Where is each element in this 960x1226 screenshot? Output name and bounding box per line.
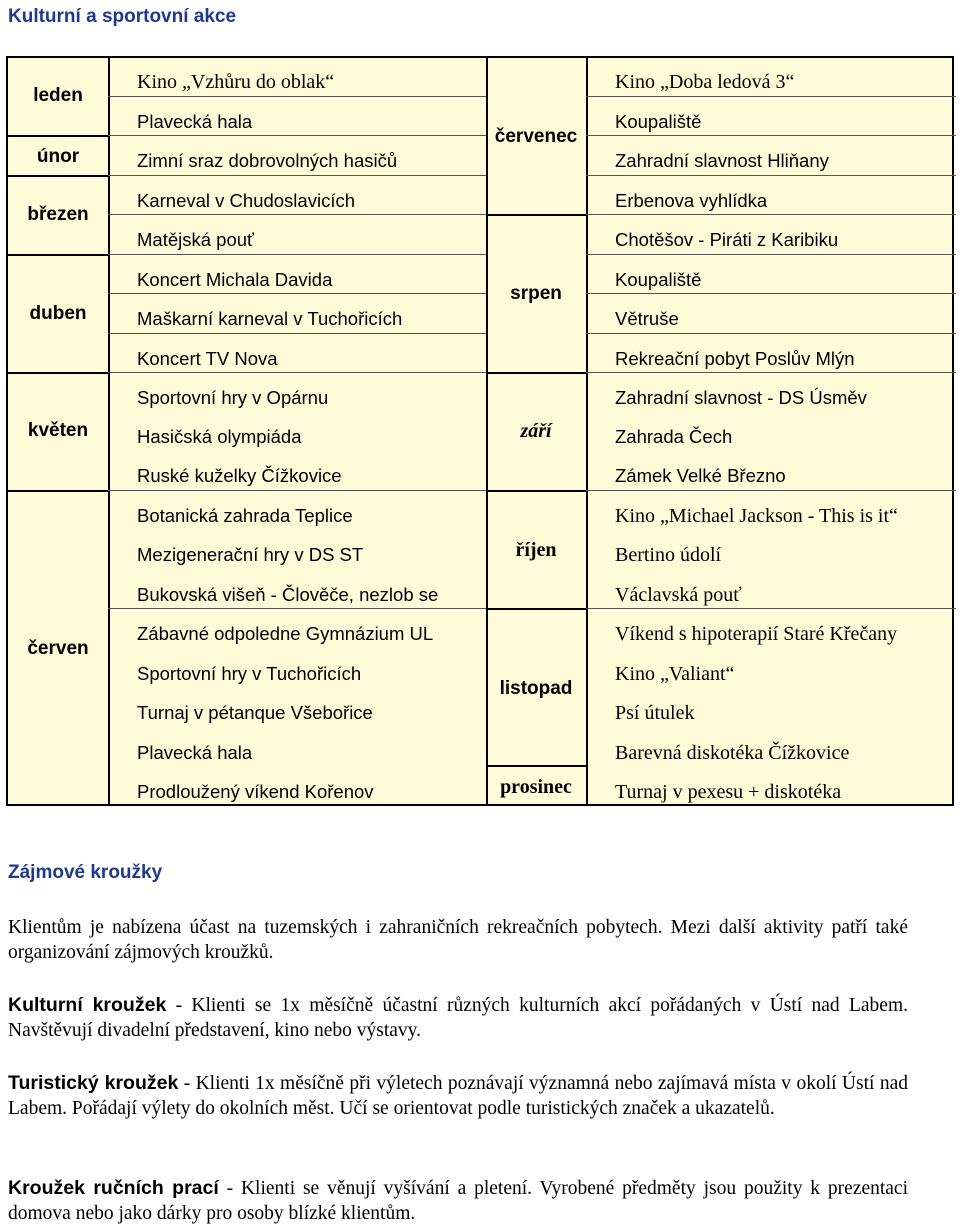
row-separator	[8, 175, 108, 177]
event-item: Plavecká hala	[137, 111, 253, 132]
row-separator	[108, 96, 486, 97]
event-item: Kino „Valiant“	[615, 663, 735, 685]
month-srpen: srpen	[510, 283, 562, 304]
paragraph-rucni	[8, 1176, 908, 1226]
event-item: Kino „Doba ledová 3“	[615, 71, 795, 93]
row-separator	[108, 254, 486, 255]
row-separator	[486, 214, 586, 216]
event-item: Rekreační pobyt Poslův Mlýn	[615, 348, 855, 369]
paragraph-title: Kulturní kroužek	[8, 994, 167, 1016]
section-title-clubs: Zájmové kroužky	[8, 862, 163, 883]
row-separator	[8, 135, 108, 137]
event-item: Karneval v Chudoslavicích	[137, 190, 355, 211]
row-separator	[586, 608, 956, 609]
event-item: Zahradní slavnost - DS Úsměv	[615, 387, 867, 408]
event-item: Václavská pouť	[615, 584, 742, 606]
month-rijen: říjen	[515, 539, 557, 561]
event-item: Chotěšov - Piráti z Karibiku	[615, 229, 839, 250]
event-item: Prodloužený víkend Kořenov	[137, 781, 374, 802]
paragraph-text: - Klienti 1x měsíčně při výletech poznávají významná nebo zajímavá místa v okolí Ústí nad Labem. Pořádají výlety do okolních měst. Učí se orientovat podle turistických značek a ukazatelů.	[8, 1073, 908, 1119]
event-item: Koupaliště	[615, 269, 702, 290]
row-separator	[108, 372, 486, 373]
row-separator	[108, 175, 486, 176]
event-item: Turnaj v pétanque Všebořice	[137, 702, 373, 723]
event-item: Bertino údolí	[615, 544, 722, 566]
event-item: Erbenova vyhlídka	[615, 190, 768, 211]
paragraph-text: - Klienti se věnují vyšívání a pletení. Vyrobené předměty jsou použity k prezentaci domova nebo jako dárky pro osoby blízké klientům.	[8, 1178, 909, 1224]
row-separator	[108, 135, 486, 136]
event-item: Kino „Michael Jackson - This is it“	[615, 505, 898, 527]
row-separator	[8, 490, 108, 492]
event-item: Mezigenerační hry v DS ST	[137, 544, 364, 565]
event-item: Plavecká hala	[137, 742, 253, 763]
row-separator	[586, 293, 956, 294]
event-item: Větruše	[615, 308, 679, 329]
paragraph-turisticky	[8, 1071, 908, 1121]
section-title-events: Kulturní a sportovní akce	[8, 6, 237, 27]
row-separator	[486, 608, 586, 610]
event-item: Botanická zahrada Teplice	[137, 505, 353, 526]
month-cervenec: červenec	[494, 126, 578, 147]
month-brezen: březen	[27, 204, 89, 225]
month-leden: leden	[33, 85, 83, 106]
row-separator	[108, 608, 486, 609]
event-item: Ruské kuželky Čížkovice	[137, 465, 342, 486]
event-item: Maškarní karneval v Tuchořicích	[137, 308, 403, 329]
row-separator	[586, 96, 956, 97]
row-separator	[8, 254, 108, 256]
table-divider	[586, 58, 588, 804]
event-item: Turnaj v pexesu + diskotéka	[615, 781, 842, 803]
event-item: Hasičská olympiáda	[137, 426, 302, 447]
event-item: Koncert TV Nova	[137, 348, 278, 369]
month-duben: duben	[29, 303, 87, 324]
event-item: Zahrada Čech	[615, 426, 733, 447]
row-separator	[108, 490, 486, 491]
event-item: Sportovní hry v Opárnu	[137, 387, 329, 408]
event-item: Bukovská višeň - Člověče, nezlob se	[137, 584, 439, 605]
row-separator	[586, 175, 956, 176]
event-item: Zábavné odpoledne Gymnázium UL	[137, 623, 434, 644]
event-item: Barevná diskotéka Čížkovice	[615, 742, 850, 764]
paragraph-title: Kroužek ručních prací	[8, 1177, 219, 1199]
event-item: Zámek Velké Březno	[615, 465, 786, 486]
row-separator	[108, 333, 486, 334]
paragraph-kulturni	[8, 993, 908, 1043]
row-separator	[486, 490, 586, 492]
event-item: Kino „Vzhůru do oblak“	[137, 71, 335, 93]
row-separator	[486, 372, 586, 374]
row-separator	[586, 135, 956, 136]
row-separator	[8, 372, 108, 374]
row-separator	[108, 214, 486, 215]
events-table	[6, 56, 954, 806]
paragraph-text: - Klienti se 1x měsíčně účastní různých kulturních akcí pořádaných v Ústí nad Labem. Navštěvují divadelní představení, kino nebo výstavy.	[8, 995, 908, 1041]
table-divider	[108, 58, 110, 804]
event-item: Zahradní slavnost Hliňany	[615, 150, 829, 171]
row-separator	[486, 765, 586, 767]
month-listopad: listopad	[499, 678, 573, 699]
row-separator	[586, 214, 956, 215]
event-item: Víkend s hipoterapií Staré Křečany	[615, 623, 898, 645]
month-zari: září	[520, 420, 552, 442]
event-item: Zimní sraz dobrovolných hasičů	[137, 150, 398, 171]
event-item: Psí útulek	[615, 702, 695, 724]
row-separator	[586, 372, 956, 373]
event-item: Matějská pouť	[137, 229, 254, 250]
row-separator	[586, 490, 956, 491]
event-item: Koncert Michala Davida	[137, 269, 333, 290]
paragraph-intro: Klientům je nabízena účast na tuzemských i zahraničních rekreačních pobytech. Mezi další aktivity patří také organizování zájmových kroužků.	[8, 917, 908, 963]
month-unor: únor	[36, 146, 80, 167]
row-separator	[586, 254, 956, 255]
month-prosinec: prosinec	[500, 776, 572, 798]
row-separator	[586, 333, 956, 334]
event-item: Koupaliště	[615, 111, 702, 132]
event-item: Sportovní hry v Tuchořicích	[137, 663, 362, 684]
row-separator	[108, 293, 486, 294]
month-kveten: květen	[27, 420, 89, 441]
paragraph-title: Turistický kroužek	[8, 1072, 179, 1094]
month-cerven: červen	[27, 638, 89, 659]
